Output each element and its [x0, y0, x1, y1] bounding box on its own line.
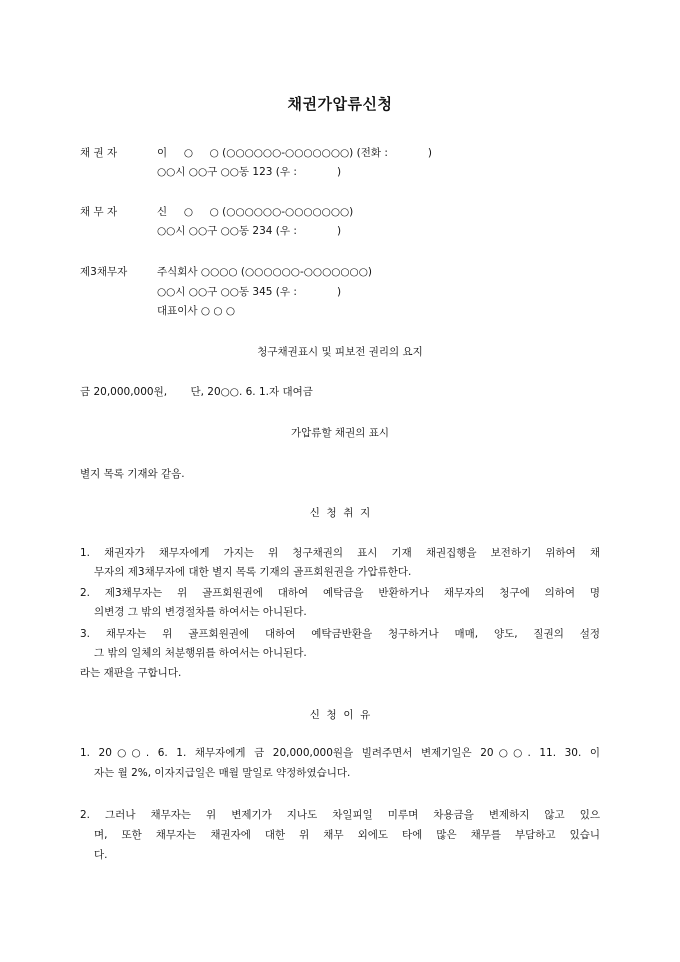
- purpose-heading: 신 청 취 지: [309, 507, 371, 519]
- reason-item-1-line-1: 1. 20○○. 6. 1. 채무자에게 금 20,000,000원을 빌려주면서 변제기일은 20○○. 11. 30. 이: [80, 747, 600, 759]
- reason-item-2-line-2: 며, 또한 채무자는 채권자에 대한 위 채무 외에도 타에 많은 채무를 부담하고 있습니: [94, 829, 600, 841]
- purpose-item-2-line-1: 2. 제3채무자는 위 골프회원권에 대하여 예탁금을 반환하거나 채무자의 청구에 의하여 명: [80, 587, 600, 599]
- debtor-address-line: ○○시 ○○구 ○○동 234 (우 : ): [157, 225, 342, 237]
- debtor-label: 채 무 자: [80, 206, 118, 218]
- creditor-address-line: ○○시 ○○구 ○○동 123 (우 : ): [157, 166, 342, 178]
- reason-item-2-line-1: 2. 그러나 채무자는 위 변제기가 지나도 차일피일 미루며 차용금을 변제하지 않고 있으: [80, 809, 600, 821]
- purpose-item-2-line-2: 의변경 그 밖의 변경절차를 하여서는 아니된다.: [94, 606, 307, 618]
- third-debtor-representative-line: 대표이사 ○ ○ ○: [157, 305, 236, 317]
- claim-text: 금 20,000,000원, 단, 20○○. 6. 1.자 대여금: [80, 386, 313, 398]
- purpose-closing: 라는 재판을 구합니다.: [80, 667, 182, 679]
- document-title: 채권가압류신청: [287, 95, 393, 113]
- reason-item-1-line-2: 자는 월 2%, 이자지급일은 매월 말일로 약정하였습니다.: [94, 767, 351, 779]
- purpose-item-3-line-1: 3. 채무자는 위 골프회원권에 대하여 예탁금반환을 청구하거나 매매, 양도, 질권의 설정: [80, 628, 600, 640]
- purpose-item-3-line-2: 그 밖의 일체의 처분행위를 하여서는 아니된다.: [94, 647, 307, 659]
- creditor-name-line: 이 ○ ○ (○○○○○○-○○○○○○○) (전화 : ): [157, 147, 433, 159]
- reason-item-2-line-3: 다.: [94, 849, 108, 861]
- debtor-name-line: 신 ○ ○ (○○○○○○-○○○○○○○): [157, 206, 354, 218]
- claim-heading: 청구채권표시 및 피보전 권리의 요지: [257, 346, 423, 358]
- reason-heading: 신 청 이 유: [309, 709, 371, 721]
- seizure-heading: 가압류할 채권의 표시: [291, 427, 389, 439]
- purpose-item-1-line-2: 무자의 제3채무자에 대한 별지 목록 기재의 골프회원권을 가압류한다.: [94, 566, 412, 578]
- third-debtor-name-line: 주식회사 ○○○○ (○○○○○○-○○○○○○○): [157, 266, 372, 278]
- third-debtor-label: 제3채무자: [80, 266, 128, 278]
- purpose-item-1-line-1: 1. 채권자가 채무자에게 가지는 위 청구채권의 표시 기재 채권집행을 보전하기 위하여 채: [80, 547, 600, 559]
- third-debtor-address-line: ○○시 ○○구 ○○동 345 (우 : ): [157, 286, 342, 298]
- seizure-text: 별지 목록 기재와 같음.: [80, 468, 185, 480]
- creditor-label: 채 권 자: [80, 147, 118, 159]
